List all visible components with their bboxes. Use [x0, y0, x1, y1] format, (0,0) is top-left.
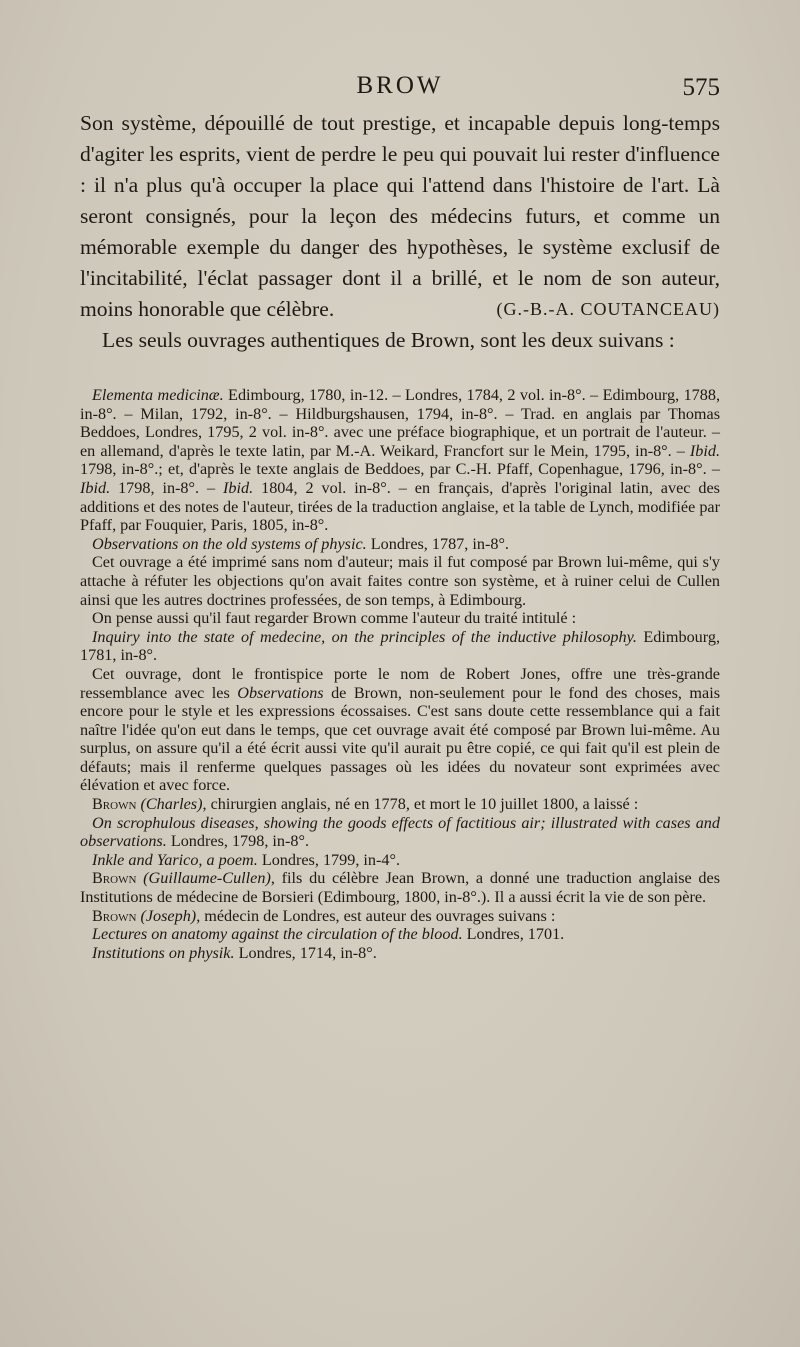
entry-text: , fils du célèbre Jean Brown, a donné une traduction anglaise des Institutions de médecine de Borsieri (Edimbourg, 1800, in-8°.). Il a aussi écrit la vie de son père. — [80, 869, 721, 907]
bib-title: Inquiry into the state of medecine, on the principles of the inductive philosophy. — [92, 627, 637, 646]
bib-entry-scrophulous — [80, 814, 720, 851]
paragraph-works-intro: Les seuls ouvrages authentiques de Brown, sont les deux suivans : — [102, 328, 675, 352]
commentary-attribution: On pense aussi qu'il faut regarder Brown comme l'auteur du traité intitulé : — [92, 609, 577, 628]
bib-details: 1798, in-8°. – — [110, 478, 224, 497]
bib-details: Londres, 1798, in-8°. — [166, 832, 310, 851]
bib-entry-observations — [80, 535, 720, 554]
author-signature: (G.-B.-A. COUTANCEAU) — [496, 299, 720, 319]
main-text — [80, 108, 720, 356]
paragraph-conclusion — [80, 108, 720, 325]
bib-entry-inkle — [80, 851, 720, 870]
commentary-text: Cet ouvrage, dont le frontispice porte le nom de Robert Jones, offre une très-grande ressemblance avec les — [80, 664, 720, 702]
bib-title: Elementa medicinæ. — [92, 386, 224, 404]
entry-given-name: (Joseph) — [140, 906, 197, 925]
bib-details: 1798, in-8°.; et, d'après le texte anglais de Beddoes, par C.-H. Pfaff, Copenhague, 1796, in-8°. – — [80, 460, 720, 479]
entry-text: , chirurgien anglais, né en 1778, et mort le 10 juillet 1800, a laissé : — [202, 795, 639, 814]
bib-details: Londres, 1701. — [462, 925, 565, 944]
italic-title: Observations — [237, 683, 324, 702]
ibid: Ibid. — [223, 478, 254, 497]
commentary-text: de Brown, non-seulement pour le fond des choses, mais encore pour le style et les expressions écossaises. C'est sans doute cette ressemblance qui a fait naître l'idée qu'on eut dans le temps, que cet ouvrage avait été composé par Brown lui-même. Au surplus, on assure qu'il a été écrit aussi vite qu'il aurait pu être copié, ce qui fait qu'il est plein de défauts; mais il renferme quelques passages où les idées du novateur sont exprimées avec élévation et avec force. — [80, 683, 720, 795]
entry-surname: Brown — [92, 906, 137, 925]
bib-entry-lectures — [80, 925, 720, 944]
bib-details: Londres, 1787, in-8°. — [366, 534, 509, 553]
entry-brown-guillaume — [80, 869, 720, 906]
bib-details: Londres, 1714, in-8°. — [234, 943, 377, 962]
entry-surname: Brown — [92, 869, 137, 888]
bib-entry-inquiry — [80, 628, 720, 665]
entry-brown-joseph — [80, 907, 720, 926]
bib-entry-elementa — [80, 386, 720, 535]
bib-details: Londres, 1799, in-4°. — [257, 850, 401, 869]
entry-given-name: (Charles) — [140, 795, 203, 814]
entry-given-name: (Guillaume-Cullen) — [143, 869, 271, 888]
page-body — [80, 108, 720, 962]
conclusion-text: Son système, dépouillé de tout prestige, et incapable depuis long-temps d'agiter les esprits, vient de perdre le peu qui pouvait lui rester d'influence : il n'a plus qu'à occuper la place qui l'attend dans l'histoire de l'art. Là seront consignés, pour la leçon des médecins futurs, et comme un mémorable exemple du danger des hypothèses, le système exclusif de l'incitabilité, l'éclat passager dont il a brillé, et le nom de son auteur, moins honorable que célèbre. — [80, 111, 720, 321]
bib-entry-institutions — [80, 944, 720, 963]
commentary-observations: Cet ouvrage a été imprimé sans nom d'auteur; mais il fut composé par Brown lui-même, qui s'y attache à réfuter les objections qu'on avait faites contre son système, et à ruiner celui de Cullen ainsi que les autres doctrines professées, de son temps, à Edimbourg. — [80, 553, 720, 609]
bib-title: On scrophulous diseases, showing the goods effects of factitious air; illustrated with cases and observations. — [80, 813, 720, 851]
entry-surname: Brown — [92, 795, 137, 814]
bib-details: 1804, 2 vol. in-8°. – en français, d'après l'original latin, avec des additions et des notes de l'auteur, tirées de la traduction anglaise, et la table de Lynch, modifiée par Pfaff, par Fouquier, Paris, 1805, in-8°. — [80, 478, 720, 535]
ibid: Ibid. — [689, 441, 720, 460]
page-header — [80, 72, 720, 106]
commentary-inquiry — [80, 665, 720, 795]
bib-title: Observations on the old systems of physic. — [92, 534, 367, 553]
page-number: 575 — [682, 74, 720, 101]
entry-brown-charles — [80, 795, 720, 814]
bibliography — [80, 386, 720, 962]
bib-details: Edimbourg, 1781, in-8°. — [80, 627, 720, 665]
ibid: Ibid. — [80, 478, 111, 497]
entry-text: , médecin de Londres, est auteur des ouvrages suivans : — [196, 906, 556, 925]
running-head: BROW — [356, 72, 444, 99]
bib-title: Institutions on physik. — [92, 943, 235, 962]
bib-title: Lectures on anatomy against the circulation of the blood. — [92, 925, 463, 944]
bib-title: Inkle and Yarico, a poem. — [92, 850, 258, 869]
bib-details: Edimbourg, 1780, in-12. – Londres, 1784, 2 vol. in-8°. – Edimbourg, 1788, in-8°. – Milan, 1792, in-8°. – Hildburgshausen, 1794, in-8°. – Trad. en anglais par Thomas Beddoes, Londres, 1795, 2 vol. in-8°. avec une préface biographique, et un portrait de l'auteur. – en allemand, d'après le texte latin, par M.-A. Weikard, Francfort sur le Mein, 1795, in-8°. – — [80, 386, 720, 460]
